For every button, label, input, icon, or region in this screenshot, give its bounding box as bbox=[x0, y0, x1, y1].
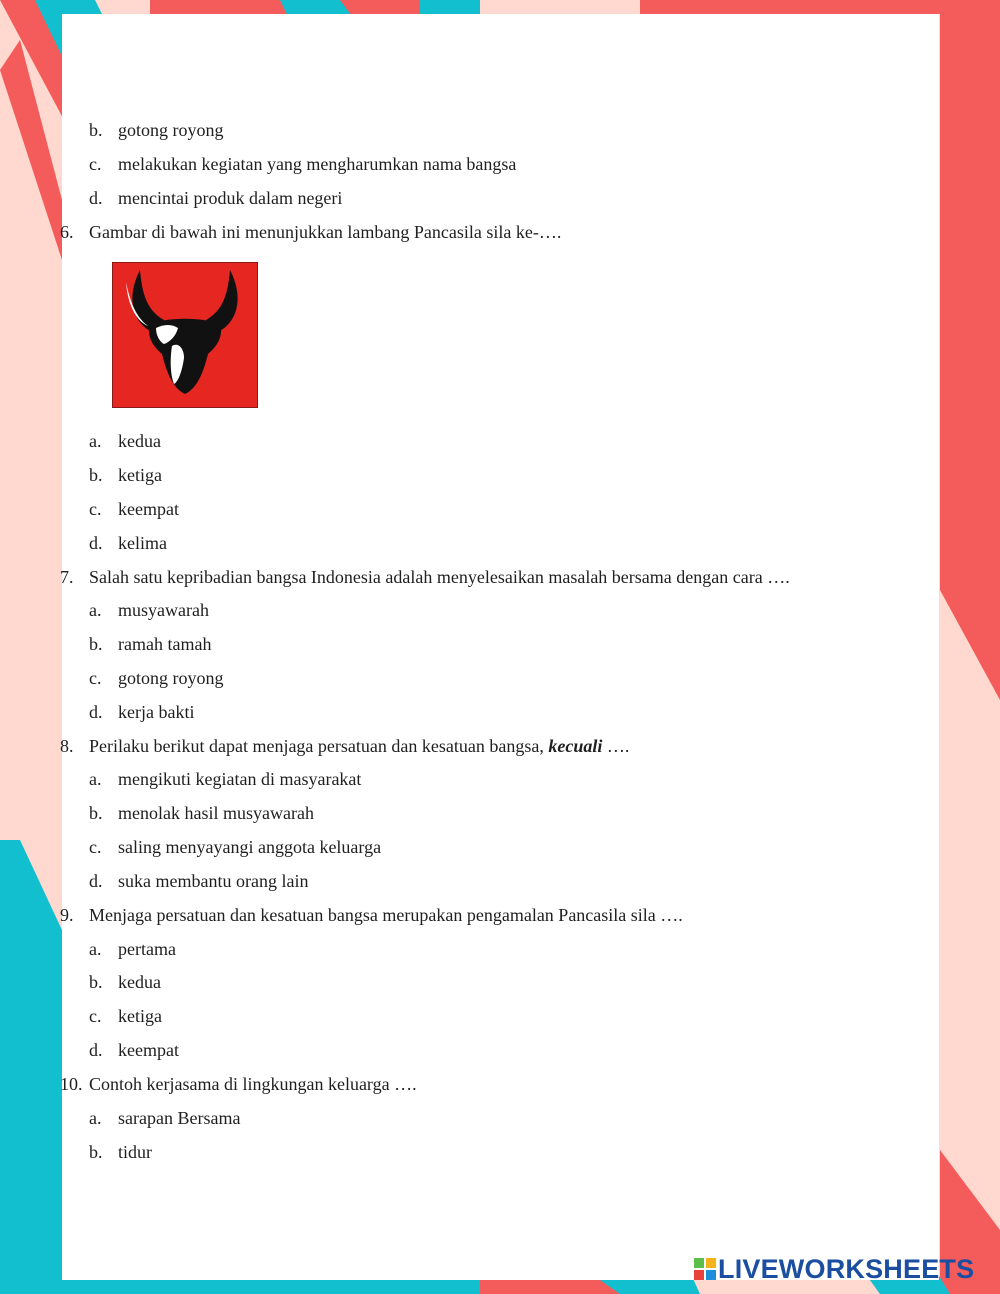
liveworksheets-brand[interactable] bbox=[694, 1253, 974, 1285]
liveworksheets-logo-icon bbox=[694, 1258, 716, 1280]
emphasis-word: kecuali bbox=[548, 736, 603, 756]
brand-name: LIVEWORKSHEETS bbox=[718, 1253, 975, 1284]
question-text: Perilaku berikut dapat menjaga persatuan dan kesatuan bangsa, bbox=[89, 736, 544, 756]
worksheet-content: b. gotong royong c. melakukan kegiatan yang mengharumkan nama bangsa d. mencintai produk dalam negeri 6. Gambar di bawah ini menunjukkan lambang Pancasila sila ke-…. a. kedua b. ketiga c. keempat d. kelima 7. Salah satu kepribadian bangsa Indonesia adalah menyelesaikan masalah bersama dengan cara …. a. musyawarah b. ramah tamah c. gotong royong d. kerja bakti 8. Perilaku berikut dapat menjaga persatuan dan kesatuan bangsa, kecuali …. a. mengikuti kegiatan di masyarakat b. menolak hasil musyawarah c. saling menyayangi anggota keluarga d. suka membantu orang lain 9. Menjaga persatuan dan kesatuan bangsa merupakan pengamalan Pancasila sila …. a. pertama b. kedua c. ketiga d. keempat 10. Contoh kerjasama di lingkungan keluarga …. a. sarapan Bersama b. tidur bbox=[60, 120, 790, 1162]
bull-head-icon bbox=[112, 262, 258, 408]
question-ellipsis: …. bbox=[606, 736, 630, 756]
